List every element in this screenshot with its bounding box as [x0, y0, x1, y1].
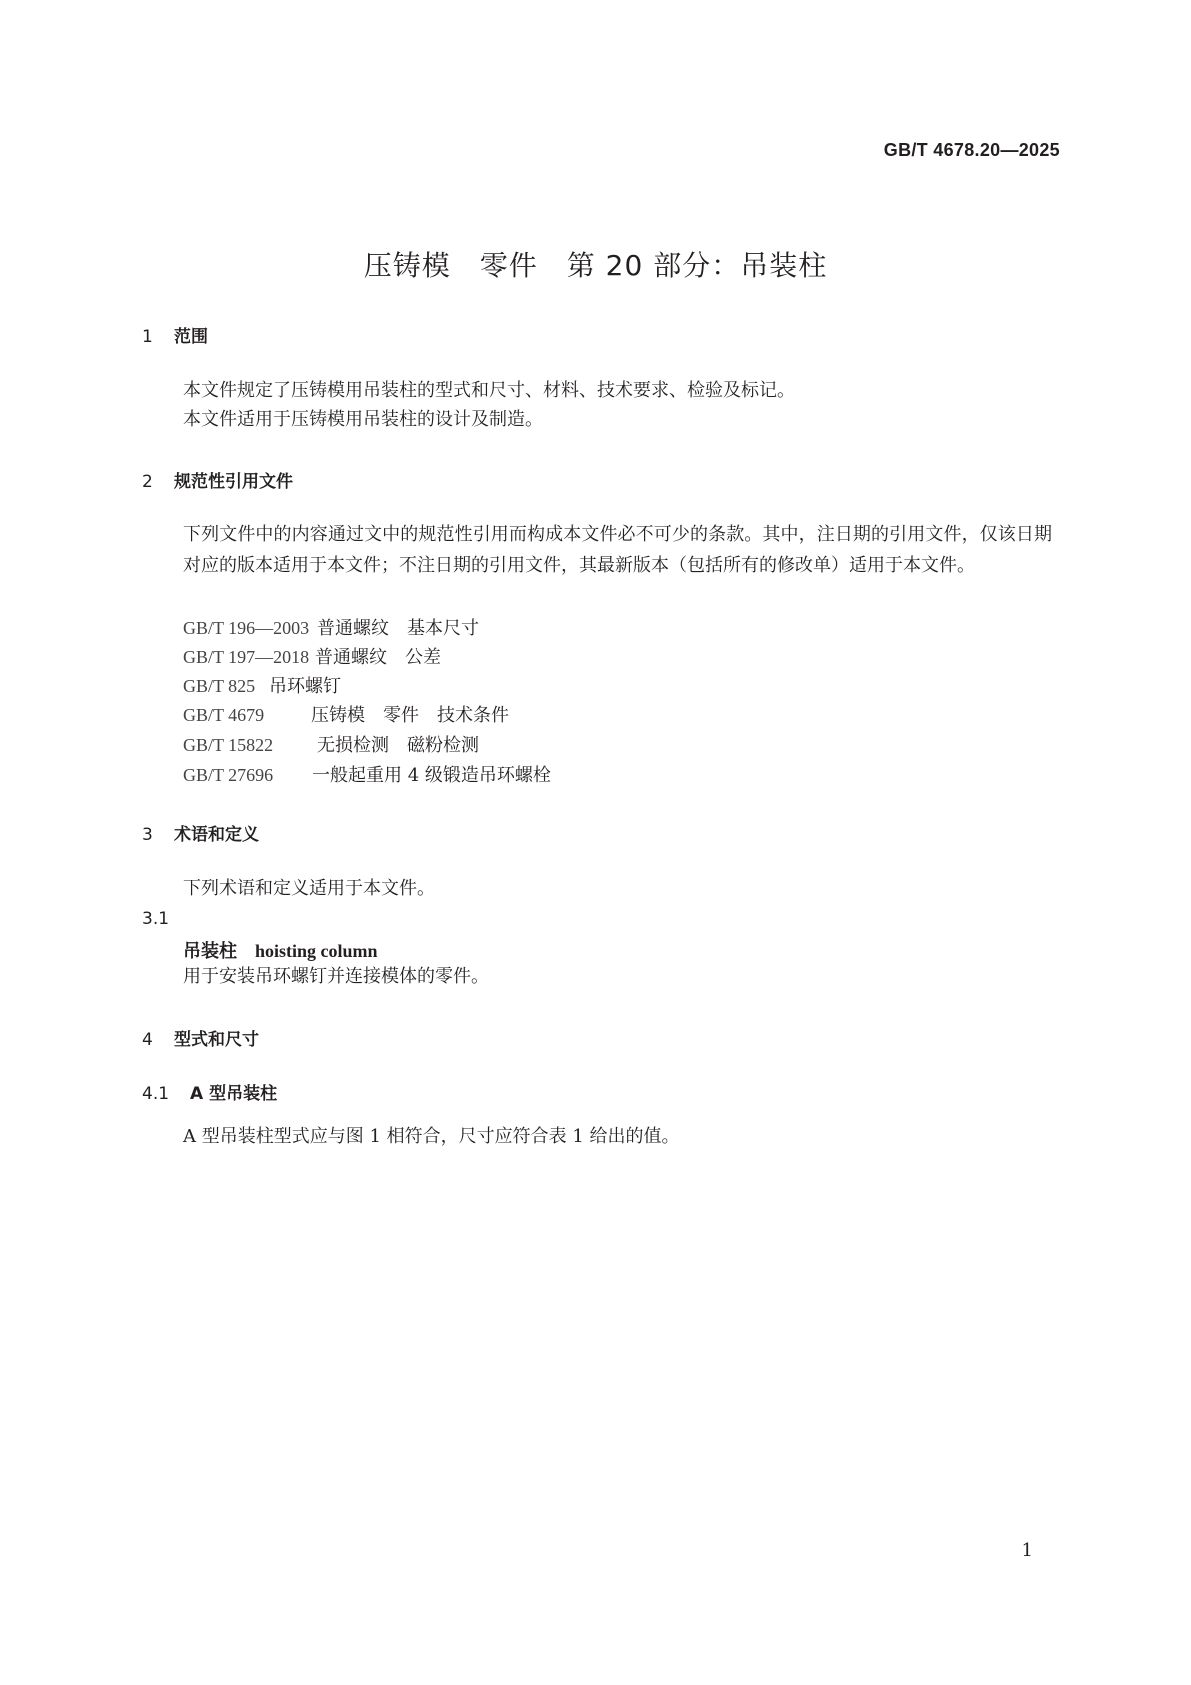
scope-paragraph-1: 本文件规定了压铸模用吊装柱的型式和尺寸、材料、技术要求、检验及标记。	[183, 380, 795, 401]
reference-code: GB/T 15822	[183, 735, 274, 755]
reference-item	[183, 672, 341, 698]
reference-item	[183, 731, 479, 757]
type-a-paragraph: A 型吊装柱型式应与图 1 相符合，尺寸应符合表 1 给出的值。	[183, 1126, 680, 1147]
term-chinese: 吊装柱	[183, 941, 237, 962]
normative-references-intro: 下列文件中的内容通过文中的规范性引用而构成本文件必不可少的条款。其中，注日期的引用文件，仅该日期对应的版本适用于本文件；不注日期的引用文件，其最新版本（包括所有的修改单）适用于本文件。	[183, 524, 1052, 576]
term-entry	[183, 937, 378, 963]
subsection-number: 4.1	[142, 1084, 170, 1104]
section-number: 4	[142, 1030, 153, 1050]
reference-title: 普通螺纹 基本尺寸	[317, 618, 479, 639]
reference-code: GB/T 4679	[183, 705, 265, 725]
term-english: hoisting column	[255, 941, 378, 961]
document-title: 压铸模 零件 第 20 部分：吊装柱	[363, 249, 828, 282]
reference-title: 无损检测 磁粉检测	[317, 735, 479, 756]
reference-item	[183, 614, 479, 640]
page-number: 1	[1021, 1540, 1033, 1561]
section-4-heading	[142, 1025, 259, 1050]
section-title: 规范性引用文件	[174, 472, 293, 492]
reference-item	[183, 643, 441, 669]
reference-title: 一般起重用 4 级锻造吊环螺栓	[312, 765, 551, 786]
section-number: 2	[142, 472, 153, 492]
reference-code: GB/T 27696	[183, 765, 274, 785]
reference-title: 普通螺纹 公差	[315, 647, 441, 668]
reference-code: GB/T 825	[183, 676, 256, 696]
section-1-heading	[142, 322, 208, 347]
section-2-heading	[142, 467, 293, 492]
section-title: 术语和定义	[174, 825, 259, 845]
reference-title: 吊环螺钉	[269, 676, 341, 697]
reference-title: 压铸模 零件 技术条件	[311, 705, 509, 726]
terms-intro: 下列术语和定义适用于本文件。	[183, 878, 435, 899]
reference-code: GB/T 197—2018	[183, 647, 310, 667]
subsection-4-1-heading	[142, 1079, 277, 1104]
section-title: 范围	[174, 327, 208, 347]
term-number: 3.1	[142, 909, 170, 929]
section-number: 3	[142, 825, 153, 845]
reference-item	[183, 701, 509, 727]
section-title: 型式和尺寸	[174, 1030, 259, 1050]
standard-number: GB/T 4678.20—2025	[883, 140, 1060, 160]
reference-item	[183, 761, 551, 787]
section-3-heading	[142, 820, 259, 845]
reference-code: GB/T 196—2003	[183, 618, 310, 638]
subsection-title: A 型吊装柱	[190, 1084, 278, 1104]
section-number: 1	[142, 327, 153, 347]
term-definition: 用于安装吊环螺钉并连接模体的零件。	[183, 966, 489, 987]
scope-paragraph-2: 本文件适用于压铸模用吊装柱的设计及制造。	[183, 409, 543, 430]
